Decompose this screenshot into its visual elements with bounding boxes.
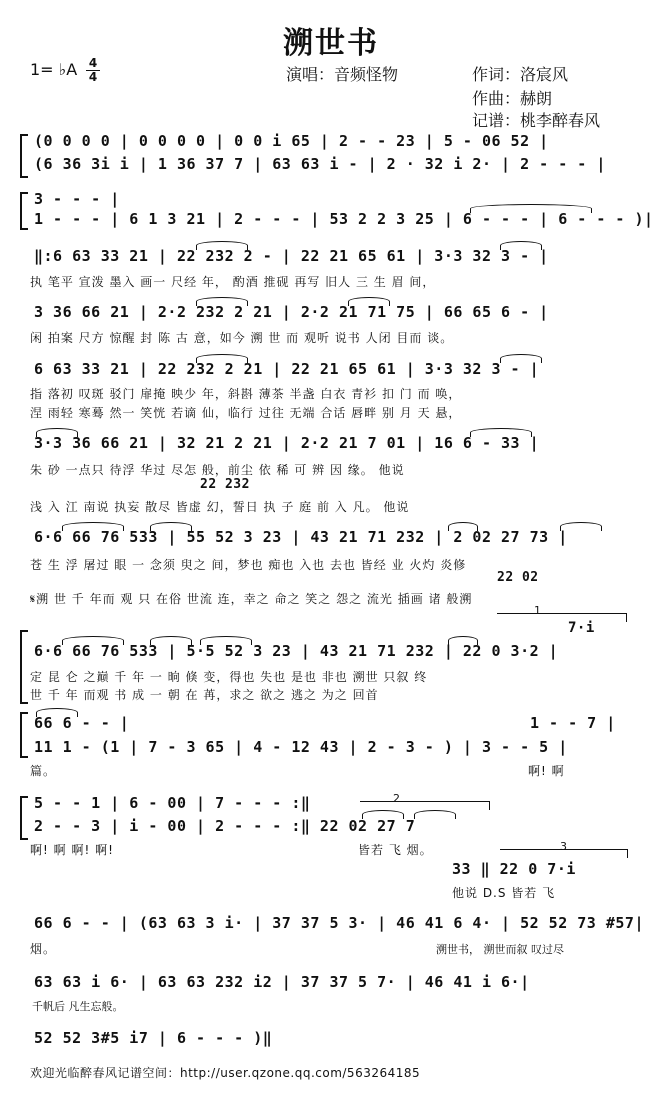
notation-row: 3 - - - | (34, 190, 120, 208)
tie-mark (500, 241, 542, 250)
tie-mark (36, 428, 78, 437)
lyric-line: 执 笔平 宣泼 墨入 画一 尺经 年， 酌酒 推砚 再写 旧人 三 生 眉 间， (30, 275, 436, 289)
lyric-line: 涅 雨轻 寒蓦 然一 笑恍 若谪 仙，临行 过往 无端 合话 唇畔 别 月 天 悬， (30, 406, 462, 420)
tie-mark (62, 522, 124, 531)
notation-row: 6·6 66 76 533 | 55 52 3 23 | 43 21 71 232 | 2 02 27 73 | (34, 528, 568, 546)
tie-mark (150, 636, 192, 645)
time-top: 4 (88, 56, 98, 70)
singer-credit: 演唱：音频怪物 (286, 65, 399, 84)
notation-row: 52 52 3#5 i7 | 6 - - - )‖ (34, 1029, 273, 1047)
notation-row: 66 6 - - | (34, 714, 130, 732)
song-title: 溯世书 (283, 26, 379, 61)
volta-number: 3 (560, 840, 567, 853)
notation-row: 63 63 i 6· | 63 63 232 i2 | 37 37 5 7· | 46 41 i 6·| (34, 973, 530, 991)
notation-variant: 22 232 (200, 477, 250, 492)
tie-mark (560, 522, 602, 531)
notation-row: ‖:6 63 33 21 | 22 232 2 - | 22 21 65 61 | 3·3 32 3 - | (34, 247, 549, 265)
notation-row: 2 - - 3 | i - 00 | 2 - - - :‖ 22 02 27 7 (34, 817, 416, 835)
tie-mark (196, 241, 248, 250)
tie-mark (196, 297, 248, 306)
lyric-line: 篇。 (30, 764, 57, 778)
notation-row: 5 - - 1 | 6 - 00 | 7 - - - :‖ (34, 794, 311, 812)
lyric-line: 𝄋溯 世 千 年而 观 只 在俗 世流 连，幸之 命之 笑之 怨之 流光 插画 诸 般溯 (30, 592, 473, 606)
tie-mark (150, 522, 192, 531)
lyric-line: 烟。 (30, 942, 57, 956)
tie-mark (196, 354, 248, 363)
tie-mark (448, 636, 478, 645)
lyric-line: 苍 生 浮 屠过 眼 一 念须 臾之 间，梦也 痴也 入也 去也 皆经 业 火灼 炎修 (30, 558, 467, 572)
tie-mark (414, 810, 456, 819)
tie-mark (348, 297, 390, 306)
notation-row: 1 - - 7 | (530, 714, 616, 732)
notation-row: 3·3 36 66 21 | 32 21 2 21 | 2·2 21 7 01 | 16 6 - 33 | (34, 434, 540, 452)
lyric-line: 朱 砂 一点只 待浮 华过 尽怎 般，前尘 依 稀 可 辨 因 缘。 他说 (30, 463, 405, 477)
lyric-line: 闲 拍案 尺方 惊醒 封 陈 古 意，如今 溯 世 而 观听 说书 人闭 目而 谈。 (30, 331, 454, 345)
tie-mark (448, 522, 478, 531)
notation-row: 11 1 - (1 | 7 - 3 65 | 4 - 12 43 | 2 - 3 - ) | 3 - - 5 | (34, 738, 568, 756)
tie-mark (470, 428, 532, 437)
tie-mark (36, 708, 78, 717)
lyric-line: 啊! 啊 啊! 啊! (30, 843, 114, 857)
notation-row: (6 36 3i i | 1 36 37 7 | 63 63 i - | 2 · 32 i 2· | 2 - - - | (34, 155, 606, 173)
notation-row: 3 36 66 21 | 2·2 232 2 21 | 2·2 21 71 75 | 66 65 6 - | (34, 303, 549, 321)
notation-row: 66 6 - - | (63 63 3 i· | 37 37 5 3· | 46 41 6 4· | 52 52 73 #57| (34, 914, 644, 932)
system-brace (20, 630, 28, 704)
lyric-line: 他说 D.S 皆若 飞 (452, 886, 556, 900)
lyric-line: 世 千 年 而观 书 成 一 朝 在 苒，求之 欲之 逃之 为之 回首 (30, 688, 379, 702)
tie-mark (500, 354, 542, 363)
notation-row: 33 ‖ 22 0 7·i (452, 860, 576, 878)
notation-variant: 7·i (568, 620, 595, 636)
time-bottom: 4 (86, 70, 100, 84)
notation-row: 6 63 33 21 | 22 232 2 21 | 22 21 65 61 | 3·3 32 3 - | (34, 360, 540, 378)
notation-variant: 22 02 (497, 570, 539, 585)
notation-row: 1 - - - | 6 1 3 21 | 2 - - - | 53 2 2 3 25 | 6 - - - | 6 - - - )| (34, 210, 654, 228)
lyric-line: 指 落初 叹斑 驳门 扉掩 映少 年，斜斟 薄茶 半盏 白衣 青衫 扣 门 而 唤， (30, 387, 462, 401)
system-brace (20, 134, 28, 178)
tail-lyric: 千帆后 凡生忘般。 (32, 1000, 124, 1013)
lyricist-credit: 作词：洛宸风 (472, 65, 569, 84)
composer-credit: 作曲：赫朗 (472, 89, 553, 108)
time-signature (86, 57, 100, 84)
lyric-line: 啊! 啊 (528, 764, 565, 778)
lyric-line: 浅 入 江 南说 执妄 散尽 皆虚 幻，誓日 执 子 庭 前 入 凡。 他说 (30, 500, 410, 514)
notation-row: 6·6 66 76 533 | 5·5 52 3 23 | 43 21 71 232 | 22 0 3·2 | (34, 642, 559, 660)
key-signature: 1= ♭A (30, 60, 78, 79)
system-brace (20, 712, 28, 758)
transcriber-credit: 记谱：桃李醉春风 (472, 111, 601, 130)
lyric-line: 皆若 飞 烟。 (358, 843, 433, 857)
lyric-line: 定 昆 仑 之巅 千 年 一 晌 倏 变，得也 失也 是也 非也 溯世 只叙 终 (30, 670, 428, 684)
system-brace (20, 192, 28, 230)
system-brace (20, 796, 28, 840)
tie-mark (362, 810, 404, 819)
volta-bracket (497, 613, 627, 614)
tie-mark (200, 636, 252, 645)
notation-row: (0 0 0 0 | 0 0 0 0 | 0 0 i 65 | 2 - - 23 | 5 - 06 52 | (34, 132, 549, 150)
tie-mark (62, 636, 124, 645)
tie-mark (470, 204, 592, 213)
tail-lyric: 溯世书， 溯世而叙 叹过尽 (436, 943, 564, 956)
volta-number: 1 (534, 604, 541, 617)
volta-number: 2 (393, 792, 400, 805)
footer-credit: 欢迎光临醉春风记谱空间：http://user.qzone.qq.com/563264185 (30, 1066, 421, 1080)
